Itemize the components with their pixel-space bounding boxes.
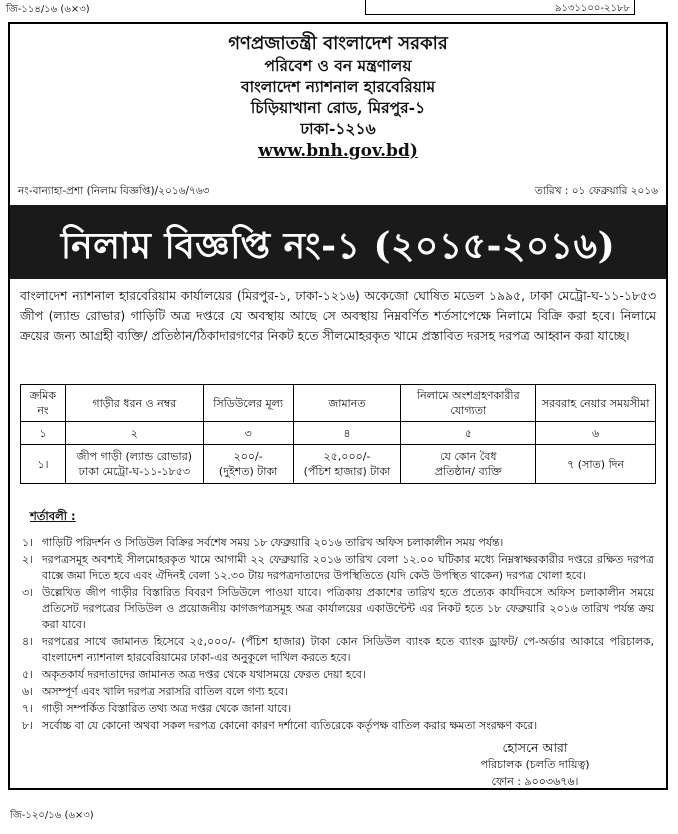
condition-text: উল্লেখিত জীপ গাড়ীর বিস্তারিত বিবরণ সিডিউলে পাওয়া যাবে। পত্রিকায় প্রকাশের তারিখ হতে প্রত্যেক কার্যদিবসে অফিস চলাকালীন সময়ে প্রতিসেট দরপত্রের সিডিউল ও প্রয়োজনীয় কাগজপত্রসমূহ অত্র কার্যালয়ের একাউন্টেন্ট এর নিকট হতে ১৮ ফেব্রুয়ারি ২০১৬ তারিখ পর্যন্ত ক্রয় করা যাবে। [42, 586, 654, 631]
vehicle-type: জীপ গাড়ী (ল্যান্ড রোভার) [76, 450, 193, 463]
column-number: ২ [65, 422, 203, 445]
condition-number: ১। [22, 536, 33, 549]
auction-table [20, 384, 656, 484]
header-serial: ক্রমিক নং [21, 385, 66, 422]
condition-text: গাড়ী সম্পর্কিত বিস্তারিত তথ্য অত্র দপ্তর থেকে জানা যাবে। [42, 702, 292, 715]
condition-item [22, 667, 654, 683]
ministry-name: পরিবেশ ও বন মন্ত্রণালয় [264, 56, 412, 75]
column-number: ৪ [293, 422, 401, 445]
eligibility-line2: প্রতিষ্ঠান/ ব্যক্তি [434, 465, 502, 478]
notice-frame [8, 22, 668, 790]
condition-number: ৩। [22, 586, 33, 599]
condition-item [22, 634, 654, 666]
top-strip [0, 0, 678, 20]
condition-text: অকৃতকার্য দরদাতাদের জামানত অত্র দপ্তর থেকে যথাসময়ে ফেরত দেয়া হবে। [42, 668, 366, 681]
office-header [10, 32, 666, 163]
cell-delivery: ৭ (সাত) দিন [536, 445, 656, 484]
office-city: ঢাকা-১২১৬ [300, 119, 376, 138]
table-row [21, 445, 656, 484]
conditions-list [22, 535, 654, 735]
conditions-heading: শর্তাবলী : [30, 509, 76, 523]
header-deposit: জামানত [293, 385, 401, 422]
column-number: ১ [21, 422, 66, 445]
government-name: গণপ্রজাতন্ত্রী বাংলাদেশ সরকার [228, 33, 448, 54]
cell-serial: ১। [21, 445, 66, 484]
condition-text: দরপত্রসমূহ অবশ্যই সীলমোহরকৃত খামে আগামী ২২ ফেব্রুয়ারি ২০১৬ তারিখ বেলা ১২.০০ ঘটিকার মধ্যে নিম্নস্বাক্ষরকারীর দপ্তরে রক্ষিত দরপত্র বাক্সে জমা দিতে হবে এবং ঐদিনই বেলা ১২.৩০ টায় দরপত্রদাতাদের উপস্থিতিতে (যদি কেউ উপস্থিত থাকেন) দরপত্র খোলা হবে। [42, 553, 654, 582]
signatory-name: হোসনে আরা [502, 740, 568, 755]
deposit-words: (পঁচিশ হাজার) টাকা [303, 465, 391, 478]
memo-line [18, 184, 658, 200]
condition-text: অসম্পূর্ণ এবং খালি দরপত্র সরাসরি বাতিল বলে গণ্য হবে। [42, 685, 288, 698]
office-name: বাংলাদেশ ন্যাশনাল হারবেরিয়াম [240, 77, 436, 96]
cell-deposit [293, 445, 401, 484]
condition-item [22, 552, 654, 584]
eligibility-line1: যে কোন বৈধ [440, 450, 497, 463]
notice-title: নিলাম বিজ্ঞপ্তি নং-১ (২০১৫-২০১৬) [60, 225, 616, 267]
footer-ad-code: জি-১২০/১৬ (৬×৩) [10, 810, 94, 821]
condition-item [22, 585, 654, 633]
memo-reference: নং-বান্যাহা-প্রশা (নিলাম বিজ্ঞপ্তি)/২০১৬/৭৬৩ [18, 185, 210, 197]
header-vehicle: গাড়ীর ধরন ও নম্বর [65, 385, 203, 422]
cell-vehicle [65, 445, 203, 484]
top-phone-number: ৯১৩১১০০-২১৮৮ [554, 3, 630, 14]
signatory-designation: পরিচালক (চলতি দায়িত্ব) [480, 758, 590, 771]
condition-text: গাড়িটি পরিদর্শন ও সিডিউল বিক্রির সর্বশেষ সময় ১৮ ফেব্রুয়ারি ২০১৬ তারিখ অফিস চলাকালীন সময় পর্যন্ত। [42, 536, 504, 549]
fee-words: (দুইশত) টাকা [218, 465, 278, 478]
website-link[interactable]: www.bnh.gov.bd) [258, 141, 418, 161]
fee-amount: ২০০/- [233, 450, 263, 463]
condition-number: ৫। [22, 668, 33, 681]
header-eligibility: নিলামে অংশগ্রহণকারীর যোগ্যতা [401, 385, 536, 422]
condition-text: সর্বোচ্চ বা যে কোনো অথবা সকল দরপত্র কোনো কারণ দর্শানো ব্যতিরেকে কর্তৃপক্ষ বাতিল করার ক্ষমতা সংরক্ষণ করে। [42, 719, 538, 732]
condition-text: দরপত্রের সাথে জামানত হিসেবে ২৫,০০০/- (পঁচিশ হাজার) টাকা কোন সিডিউল ব্যাংক হতে ব্যাংক ড্রাফট/ পে-অর্ডার আকারে পরিচালক, বাংলাদেশ ন্যাশনাল হারবেরিয়ামের ঢাকা-এর অনুকূলে দাখিল করতে হবে। [42, 635, 654, 664]
table-number-row [21, 422, 656, 445]
memo-date: তারিখ : ০১ ফেব্রুয়ারি ২০১৬ [534, 185, 658, 197]
intro-paragraph: বাংলাদেশ ন্যাশনাল হারবেরিয়াম কার্যালয়ের (মিরপুর-১, ঢাকা-১২১৬) অকেজো ঘোষিত মডেল ১৯৯৫, ঢাকা মেট্রো-ঘ-১১-১৮৫৩ জীপ (ল্যান্ড রোভার) গাড়িটি অত্র দপ্তরে যে অবস্থায় আছে সে অবস্থায় নিম্নবর্ণিত শর্তসাপেক্ষে নিলামে বিক্রি করা হবে। নিলামে ক্রয়ের জন্য আগ্রহী ব্যক্তি/ প্রতিষ্ঠান/ঠিকাদারগণের নিকট হতে সীলমোহরকৃত খামে প্রস্তাবিত দরসহ দরপত্র আহ্বান করা যাচ্ছে। [20, 288, 656, 343]
table-header-row [21, 385, 656, 422]
deposit-amount: ২৫,০০০/- [323, 450, 371, 463]
vehicle-number: ঢাকা মেট্রো-ঘ-১১-১৮৫৩ [78, 465, 190, 478]
signature-block [460, 739, 610, 790]
office-road: চিড়িয়াখানা রোড, মিরপুর-১ [250, 98, 426, 117]
condition-item [22, 684, 654, 700]
column-number: ৩ [203, 422, 293, 445]
header-schedule-fee: সিডিউলের মূল্য [203, 385, 293, 422]
title-band [10, 205, 666, 279]
header-delivery: সরবরাহ নেয়ার সময়সীমা [536, 385, 656, 422]
condition-item [22, 535, 654, 551]
top-ad-code: জি-১১৪/১৬ (৬×৩) [6, 4, 90, 15]
condition-number: ৮। [22, 719, 33, 732]
condition-item [22, 701, 654, 717]
condition-number: ৭। [22, 702, 33, 715]
signatory-phone: ফোন : ৯০০৩৬৭৬। [491, 775, 579, 788]
column-number: ৫ [401, 422, 536, 445]
condition-item [22, 718, 654, 734]
condition-number: ৬। [22, 685, 33, 698]
cell-schedule-fee [203, 445, 293, 484]
cell-eligibility [401, 445, 536, 484]
condition-number: ৪। [22, 635, 33, 648]
column-number: ৬ [536, 422, 656, 445]
condition-number: ২। [22, 553, 33, 566]
